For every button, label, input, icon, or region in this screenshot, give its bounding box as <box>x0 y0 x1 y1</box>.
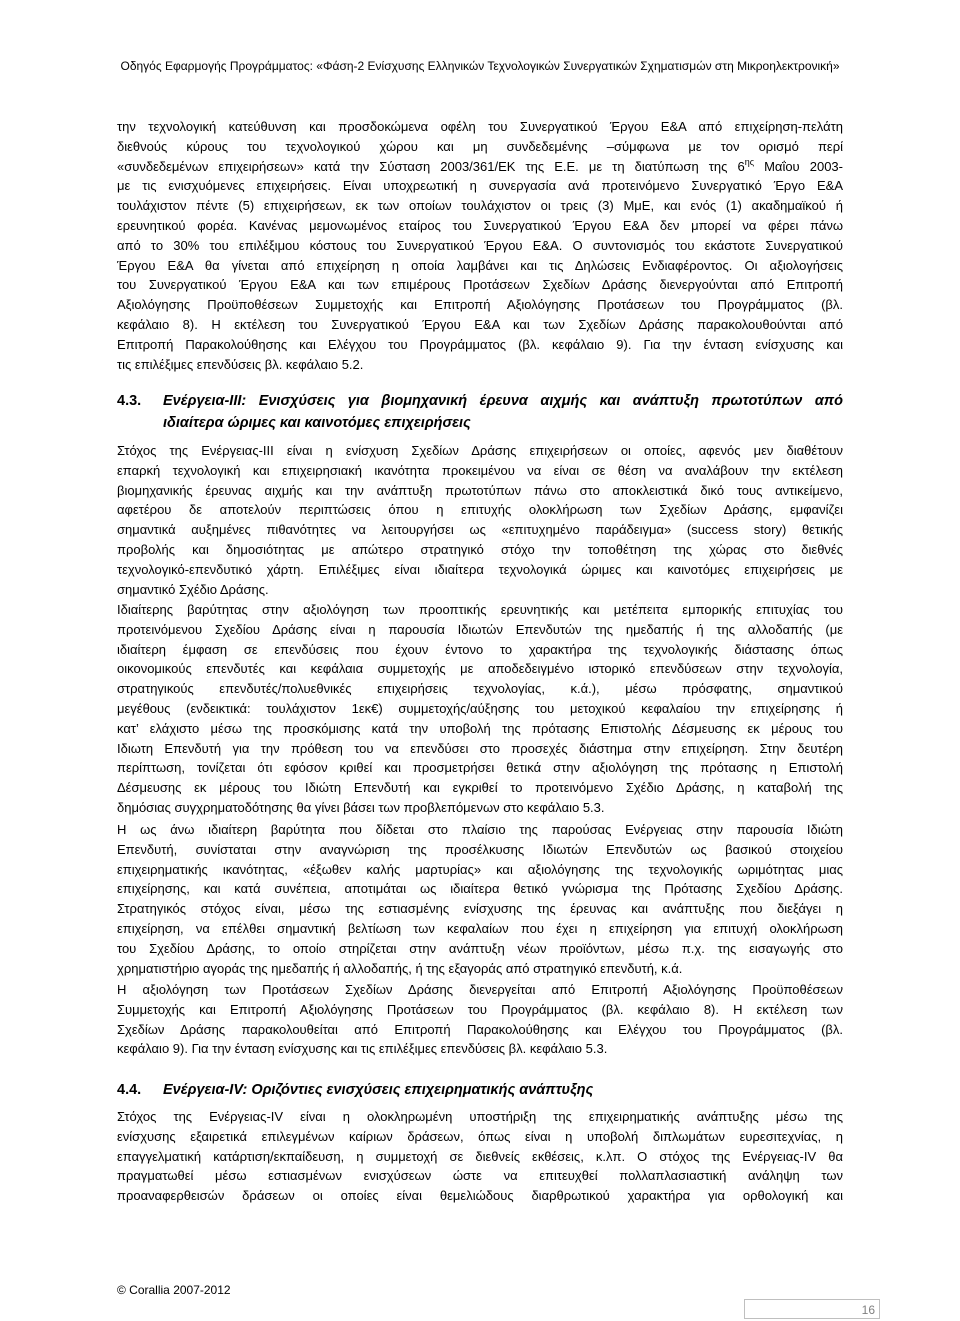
text-line: Επενδυτή, συνίσταται στην αναγνώριση της προσέλκυσης Ιδιωτών Επενδυτών ως βασικού στοιχείου <box>117 841 843 857</box>
superscript: ης <box>744 156 755 167</box>
text-line: επαγγελματική κατάρτιση/εκπαίδευση, η συμμετοχή σε διεθνείς εκθέσεις, κ.λπ. Ο στόχος της Ενέργειας-IV θα <box>117 1148 843 1164</box>
text-line: επιχείρησης, και κατά συνέπεια, αποτιμάται ως ιδιαίτερα θετικό γνώρισμα της Πρότασης Σχεδίου Δράσης. <box>117 881 843 897</box>
text-line: επαρκή τεχνολογική και επιχειρησιακή ικανότητα προκειμένου να είναι σε θέση να αναλάβουν την εκτέλεση <box>117 462 843 478</box>
text-line: του Συνεργατικού Έργου Ε&Α και των επιμέρους Προτάσεων Σχεδίων Δράσης διενεργούνται από Επιτροπή <box>117 277 843 293</box>
title-line: Ενέργεια-III: Ενισχύσεις για βιομηχανική έρευνα αιχμής και ανάπτυξη πρωτοτύπων από <box>163 393 843 409</box>
text-line: ενίσχυσης εξαιρετικά επιλεγμένων καίριων δράσεων, όπως είναι η υποβολή διπλωμάτων ευρεσιτεχνίας, η <box>117 1128 843 1144</box>
text-line: τουλάχιστον πέντε (5) επιχειρήσεων, εκ των οποίων τουλάχιστον οι τρεις (3) ΜμΕ, και ενός (1) ακαδημαϊκού ή <box>117 198 843 214</box>
footer-copyright: © Corallia 2007-2012 <box>117 1283 231 1297</box>
text-line: στρατηγικούς επενδυτές/πολυεθνικές επιχειρήσεις τεχνολογίας, κ.ά.), μέσω πρόσφατης, σημαντικού <box>117 681 843 697</box>
text-line: τεχνολογικό-επενδυτικό χάρτη. Επιλέξιμες είναι ιδιαίτερα τεχνολογικά ώριμες και καινοτόμες επιχειρήσεις με <box>117 561 843 577</box>
section-number: 4.4. <box>117 1082 142 1098</box>
text-line: Στόχος της Ενέργειας-III είναι η ενίσχυση Σχεδίων Δράσης επιχειρήσεων οι οποίες, αφενός μεν διαθέτουν <box>117 443 843 458</box>
text-line: δημόσιας συγχρηματοδότησης θα γίνει βάσει των προβλεπόμενων στο κεφάλαιο 5.3. <box>117 799 605 815</box>
section-title <box>163 390 843 434</box>
text-line: Συμμετοχής και Επιτροπή Αξιολόγησης Προτάσεων του Προγράμματος (βλ. κεφάλαιο 8). Η εκτέλεση των <box>117 1001 843 1017</box>
text-line: επιχείρηση, να επέλθει σημαντική βελτίωση των κεφαλαίων που έχει η επιχείρηση για επιτυχή ολοκλήρωση <box>117 920 843 936</box>
text-segment: Μαΐου 2003- <box>754 158 843 174</box>
section-number: 4.3. <box>117 393 142 409</box>
page-number: 16 <box>861 1303 875 1317</box>
text-line: βιομηχανικής έρευνας αιχμής και την ανάπτυξη πρωτοτύπων πάνω στο αποκλειστικά δικό τους αντικείμενο, <box>117 482 843 498</box>
title-line: ιδιαίτερα ώριμες και καινοτόμες επιχειρήσεις <box>163 415 471 431</box>
text-line: του Σχεδίου Δράσης, το οποίο στηρίζεται στην ανάπτυξη νέων προϊόντων, μέσω π.χ. της εισαγωγής στο <box>117 940 843 956</box>
text-line: σημαντικά αυξημένες πιθανότητες να λειτουργήσει ως «επιτυχημένο παράδειγμα» (success story) θετικής <box>117 522 843 538</box>
text-line: ιδιαίτερη έμφαση σε επενδύσεις που έχουν έντονο το χαρακτήρα της τεχνολογικής διάστασης όπως <box>117 641 843 657</box>
paragraph-4-3-goal <box>117 441 843 599</box>
text-segment: «συνδεδεμένων επιχειρήσεων» κατά την Σύσταση 2003/361/ΕΚ της Ε.Ε. με τη διατύπωση της 6 <box>117 158 745 174</box>
paragraph-4-3-investors <box>117 600 843 818</box>
text-line: σημαντικό Σχέδιο Δράσης. <box>117 581 269 597</box>
text-line: Η αξιολόγηση των Προτάσεων Σχεδίων Δράσης διενεργείται από Επιτροπή Αξιολόγησης Προϋποθέσεων <box>117 982 843 997</box>
text-line: προτεινόμενου Σχεδίου Δράσης είναι η παρουσία Ιδιωτών Επενδυτών της ημεδαπής ή της αλλοδαπής (με <box>117 621 843 637</box>
page-number-box <box>744 1299 880 1319</box>
text-line: τις επιλέξιμες επενδύσεις βλ. κεφάλαιο 5.2. <box>117 356 364 372</box>
text-line: κεφάλαιο 9). Για την ένταση ενίσχυσης και τις επιλέξιμες επενδύσεις βλ. κεφάλαιο 5.3. <box>117 1041 608 1057</box>
paragraph-4-3-evaluation <box>117 980 843 1059</box>
paragraph-4-3-weighting <box>117 820 843 978</box>
text-line: διεθνούς κύρους του τεχνολογικού χώρου και μη συνδεδεμένης –σύμφωνα με τον ορισμό περί <box>117 138 843 154</box>
text-line: Αξιολόγησης Προϋποθέσεων Συμμετοχής και Επιτροπή Αξιολόγησης Προτάσεων του Προγράμματος (βλ. <box>117 297 843 313</box>
text-line: με τις ενισχυόμενες επιχειρήσεις. Είναι υποχρεωτική η συνεργασία ανά προτεινόμενο Συνεργατικό Έργο Ε&Α <box>117 178 843 194</box>
text-line: μεγέθους (ενδεικτικά: τουλάχιστον 1εκ€) συμμετοχής/αύξησης του μετοχικού κεφαλαίου την επιχείρησης ή <box>117 700 843 716</box>
text-line: την τεχνολογική κατεύθυνση και προσδοκώμενα οφέλη του Συνεργατικού Έργου Ε&Α από επιχείρηση-πελάτη <box>117 119 843 134</box>
text-line: προβολής και δημοσιότητας με απώτερο στρατηγικό στόχο την τοποθέτηση της χώρας στο διεθνές <box>117 541 843 557</box>
text-line: περίπτωση, τονίζεται ότι εφόσον κριθεί και προσμετρήσει θετικά στην αξιολόγηση της πρότασης η Επιστολή <box>117 760 843 776</box>
section-title <box>163 1079 843 1101</box>
text-line: ερευνητικού φορέα. Κανένας μεμονωμένος εταίρος του Συνεργατικού Έργου Ε&Α δεν μπορεί να φέρει πάνω <box>117 217 843 233</box>
text-line: Δέσμευσης εκ μέρους του Ιδιώτη Επενδυτή και εγκριθεί το προτεινόμενο Σχέδιο Δράσης, η καταβολή της <box>117 780 843 796</box>
text-line: Η ως άνω ιδιαίτερη βαρύτητα που δίδεται στο πλαίσιο της παρούσας Ενέργειας στην παρουσία Ιδιώτη <box>117 822 843 837</box>
text-line: επιχειρηματικής ικανότητας, «έξωθεν καλής μαρτυρίας» και αξιολόγησης της τεχνολογικής ωριμότητας μιας <box>117 861 843 877</box>
text-line <box>117 157 843 177</box>
text-line: Στρατηγικός στόχος είναι, μέσω της εστιασμένης ενίσχυσης της έρευνας και ανάπτυξης που διεξάγει η <box>117 901 843 917</box>
text-line: Ιδιωτη Επενδυτή για την πρόθεση του να επενδύσει στο προσεχές διάστημα στην επιχείρηση. Στην δευτέρη <box>117 740 843 756</box>
text-line: κατ’ ελάχιστο μέσω της προσκόμισης κατά την υποβολή της πρότασης Επιστολής Δέσμευσης εκ μέρους του <box>117 720 843 736</box>
text-line: Σχεδίων Δράσης παρακολουθείται από Επιτροπή Παρακολούθησης και Ελέγχου του Προγράμματος (βλ. <box>117 1021 843 1037</box>
text-line: χρηματιστήριο αγοράς της ημεδαπής ή αλλοδαπής, ή της εξαγοράς από στρατηγικό επενδυτή, κ.ά. <box>117 960 683 976</box>
text-line: προαναφερθεισών δράσεων οι οποίες είναι θεμελιώδους διαρθρωτικού χαρακτήρα για ορθολογική και <box>117 1188 843 1204</box>
text-line: Στόχος της Ενέργειας-IV είναι η ολοκληρωμένη υποστήριξη της επιχειρηματικής ανάπτυξης μέσω της <box>117 1109 843 1124</box>
text-line: αφετέρου δε αποτελούν περιπτώσεις όπου η επιτυχής ολοκλήρωση των Σχεδίων Δράσης, εμφανίζει <box>117 502 843 518</box>
text-line: οικονομικούς επενδυτές και κεφάλαια συμμετοχής με αποδεδειγμένο ιστορικό επενδύσεων στην τεχνολογία, <box>117 661 843 677</box>
text-line: Έργου Ε&Α θα γίνεται από επιχείρηση η οποία λαμβάνει και τις Δηλώσεις Ενδιαφέροντος. Οι αξιολογήσεις <box>117 257 843 273</box>
text-line: από το 30% του επιλέξιμου κόστους του Συνεργατικού Έργου Ε&Α. Ο συντονισμός του εκάστοτε Συνεργατικού <box>117 237 843 253</box>
text-line: Επιτροπή Παρακολούθησης και Ελέγχου του Προγράμματος (βλ. κεφάλαιο 9). Για την ένταση ενίσχυσης και <box>117 336 843 352</box>
text-line: πραγματωθεί μέσω εστιασμένων ενισχύσεων ώστε να επιτευχθεί πολλαπλασιαστική ανάληψη των <box>117 1168 843 1184</box>
running-header: Οδηγός Εφαρμογής Προγράμματος: «Φάση-2 Ενίσχυσης Ελληνικών Τεχνολογικών Συνεργατικών Σχηματισμών στη Μικροηλεκτρονική» <box>120 59 840 73</box>
paragraph-4-4-goal <box>117 1107 843 1206</box>
paragraph-intro <box>117 117 843 374</box>
title-line: Ενέργεια-IV: Οριζόντιες ενισχύσεις επιχειρηματικής ανάπτυξης <box>163 1082 594 1098</box>
text-line: κεφάλαιο 8). Η εκτέλεση του Συνεργατικού Έργου Ε&Α και των Σχεδίων Δράσης παρακολουθούνται από <box>117 316 843 332</box>
text-line: Ιδιαίτερης βαρύτητας στην αξιολόγηση των προοπτικής ερευνητικής και μετέπειτα εμπορικής επιτυχίας του <box>117 602 843 617</box>
